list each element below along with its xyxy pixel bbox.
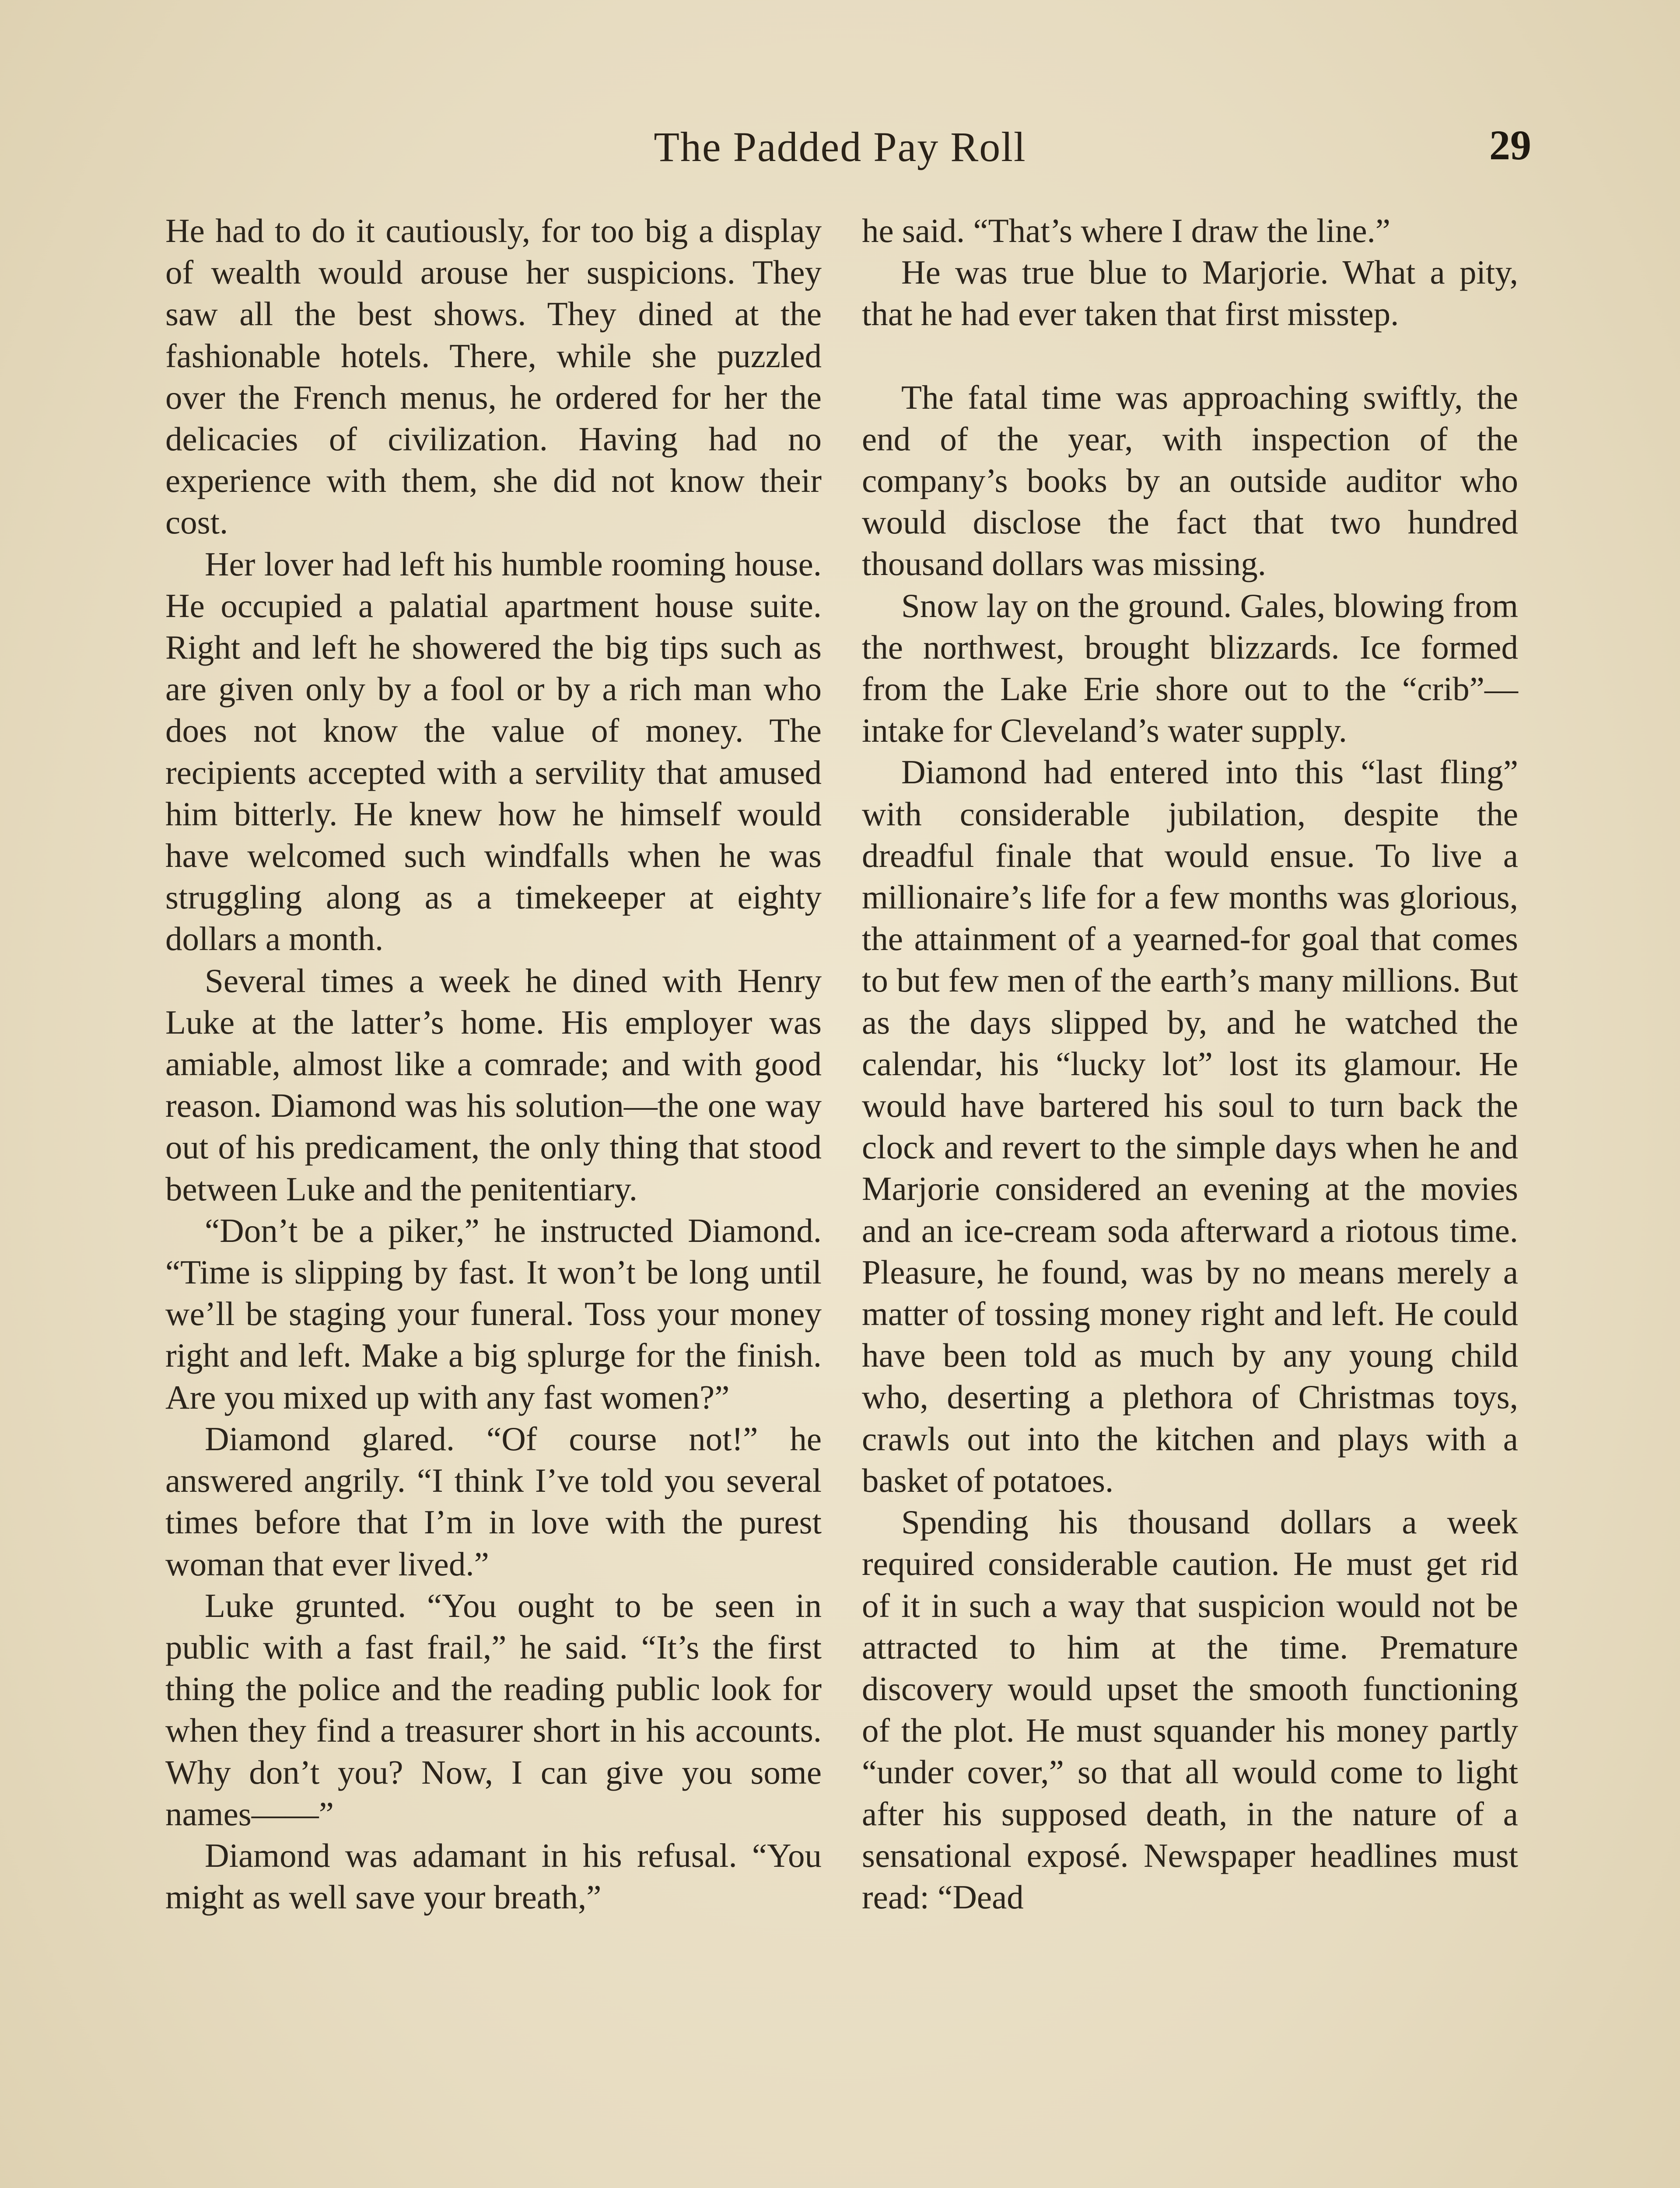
paragraph: “Don’t be a piker,” he instructed Diamond. “Time is slipping by fast. It won’t be long until we’ll be staging your funeral. Toss your money right and left. Make a big splurge for the finish. Are you mixed up with any fast women?” — [165, 1211, 822, 1416]
paragraph: Snow lay on the ground. Gales, blowing from the northwest, brought blizzards. Ice formed from the Lake Erie shore out to the “crib”—intake for Cleveland’s water supply. — [862, 586, 1518, 750]
paragraph: Several times a week he dined with Henry Luke at the latter’s home. His employer was amiable, almost like a comrade; and with good reason. Diamond was his solution—the one way out of his predicament, the only thing that stood between Luke and the penitentiary. — [165, 961, 822, 1208]
running-title: The Padded Pay Roll — [654, 123, 1026, 170]
paragraph: He was true blue to Marjorie. What a pity, that he had ever taken that first misstep. — [862, 253, 1518, 333]
paragraph: The fatal time was approaching swiftly, the end of the year, with inspection of the company’s books by an outside auditor who would disclose the fact that two hundred thousand dollars was missing. — [862, 378, 1518, 583]
paragraph: Luke grunted. “You ought to be seen in public with a fast frail,” he said. “It’s the first thing the police and the reading public look for when they find a treasurer short in his accounts. Why don’t you? Now, I can give you some names——” — [165, 1586, 822, 1833]
paragraph: Her lover had left his humble rooming house. He occupied a palatial apartment house suite. Right and left he showered the big tips such as are given only by a fool or by a rich man who does not know the value of money. The recipients accepted with a servility that amused him bitterly. He knew how he himself would have welcomed such windfalls when he was struggling along as a timekeeper at eighty dollars a month. — [165, 545, 822, 958]
paragraph: He had to do it cautiously, for too big a display of wealth would arouse her suspicions. They saw all the best shows. They dined at the fashionable hotels. There, while she puzzled over the French menus, he ordered for her the delicacies of civilization. Having had no experience with them, she did not know their cost. — [165, 212, 822, 541]
left-column — [165, 210, 822, 1918]
page-number: 29 — [1489, 122, 1531, 168]
paragraph: Diamond had entered into this “last fling” with considerable jubilation, despite the dreadful finale that would ensue. To live a millionaire’s life for a few months was glorious, the attainment of a yearned-for goal that comes to but few men of the earth’s many millions. But as the days slipped by, and he watched the calendar, his “lucky lot” lost its glamour. He would have bartered his soul to turn back the clock and revert to the simple days when he and Marjorie considered an evening at the movies and an ice-cream soda afterward a riotous time. Pleasure, he found, was by no means merely a matter of tossing money right and left. He could have been told as much by any young child who, deserting a plethora of Christmas toys, crawls out into the kitchen and plays with a basket of potatoes. — [862, 753, 1518, 1499]
right-column — [862, 210, 1518, 1918]
paragraph: Diamond was adamant in his refusal. “You might as well save your breath,” — [165, 1836, 822, 1916]
paragraph: he said. “That’s where I draw the line.” — [862, 212, 1390, 249]
paragraph: Spending his thousand dollars a week required considerable caution. He must get rid of it in such a way that suspicion would not be attracted to him at the time. Premature discovery would upset the smooth functioning of the plot. He must squander his money partly “under cover,” so that all would come to light after his supposed death, in the nature of a sensational exposé. Newspaper headlines must read: “Dead — [862, 1503, 1518, 1916]
paragraph: Diamond glared. “Of course not!” he answered angrily. “I think I’ve told you several times before that I’m in love with the purest woman that ever lived.” — [165, 1420, 822, 1583]
